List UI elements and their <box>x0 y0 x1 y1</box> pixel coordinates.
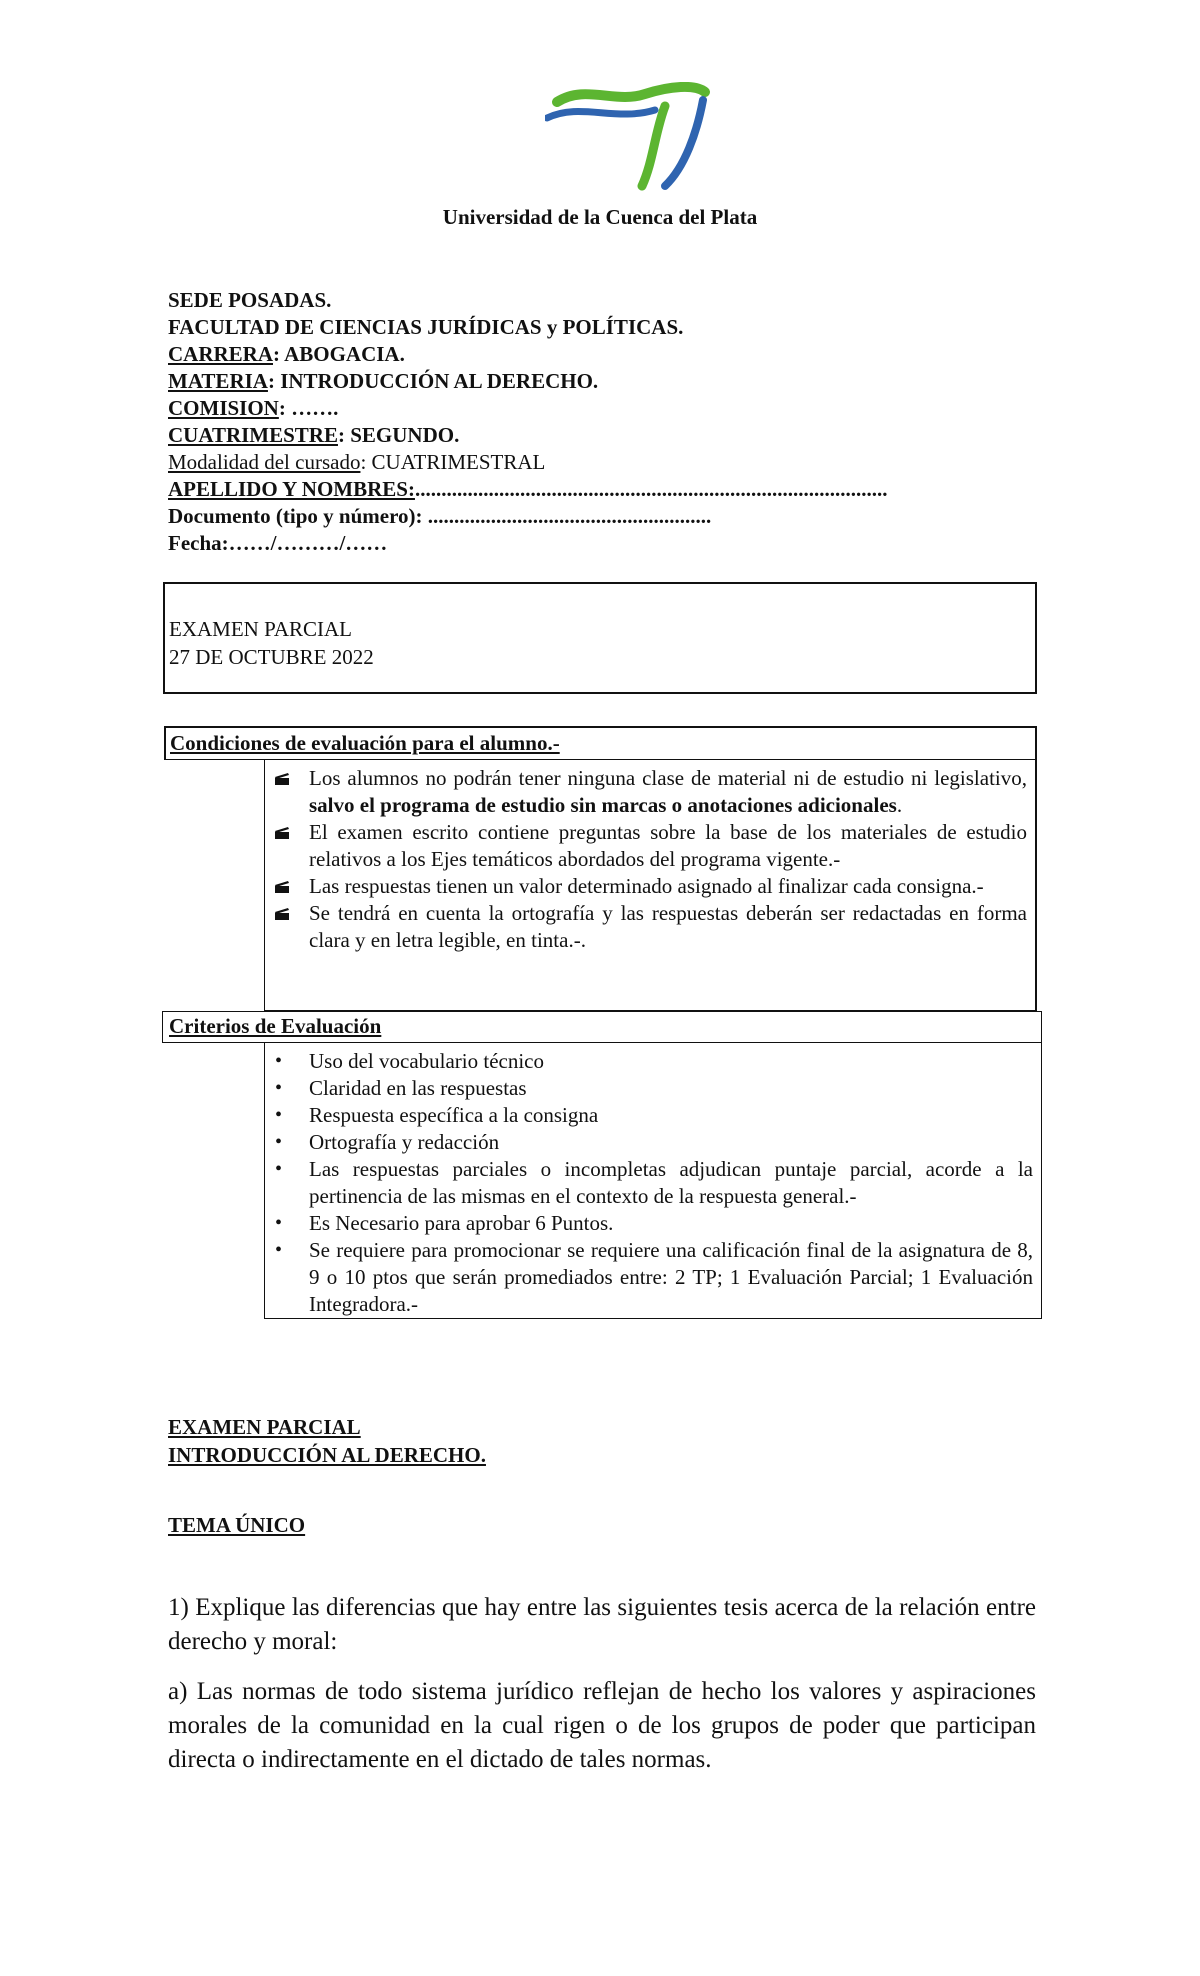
apellido-line <box>168 476 887 503</box>
condition-text: Los alumnos no podrán tener ninguna clase de material ni de estudio ni legislativo, <box>309 766 1027 790</box>
condition-item <box>265 873 1035 900</box>
question-1: 1) Explique las diferencias que hay entre las siguientes tesis acerca de la relación entre derecho y moral: <box>168 1594 1036 1655</box>
cuatrimestre-line <box>168 422 887 449</box>
exam-info-box <box>163 582 1037 694</box>
comision-label: COMISION <box>168 396 279 420</box>
bullet-icon: • <box>275 1077 283 1099</box>
header-info <box>168 287 887 557</box>
exam-heading <box>168 1413 486 1469</box>
criteria-item <box>265 1102 1041 1129</box>
exam-heading-line2: INTRODUCCIÓN AL DERECHO. <box>168 1443 486 1467</box>
bullet-icon: • <box>275 1212 283 1234</box>
university-logo <box>545 82 715 192</box>
documento-line: Documento (tipo y número): ...................................................... <box>168 504 712 528</box>
criteria-item <box>265 1156 1041 1210</box>
criteria-text: Respuesta específica a la consigna <box>309 1103 599 1127</box>
criteria-item <box>265 1210 1041 1237</box>
clapperboard-bullet-icon <box>274 827 290 840</box>
criteria-title: Criterios de Evaluación <box>162 1011 1042 1043</box>
criteria-text: Las respuestas parciales o incompletas adjudican puntaje parcial, acorde a la pertinencia de las mismas en el contexto de la respuesta general.- <box>309 1157 1033 1208</box>
facultad-line: FACULTAD DE CIENCIAS JURÍDICAS y POLÍTICAS. <box>168 315 684 339</box>
conditions-title: Condiciones de evaluación para el alumno.- <box>164 726 1037 760</box>
criteria-text: Claridad en las respuestas <box>309 1076 527 1100</box>
sede-line: SEDE POSADAS. <box>168 288 332 312</box>
criteria-item <box>265 1075 1041 1102</box>
clapperboard-bullet-icon <box>274 773 290 786</box>
cuatrimestre-label: CUATRIMESTRE <box>168 423 338 447</box>
university-name: Universidad de la Cuenca del Plata <box>442 205 758 229</box>
condition-text: Las respuestas tienen un valor determinado asignado al finalizar cada consigna.- <box>309 874 984 898</box>
carrera-value: : ABOGACIA. <box>273 342 405 366</box>
modalidad-value: : CUATRIMESTRAL <box>360 450 546 474</box>
apellido-label: APELLIDO Y NOMBRES: <box>168 477 415 501</box>
clapperboard-bullet-icon <box>274 881 290 894</box>
carrera-line <box>168 341 887 368</box>
criteria-list <box>265 1043 1041 1318</box>
criteria-item <box>265 1237 1041 1318</box>
clapperboard-bullet-icon <box>274 908 290 921</box>
materia-value: : INTRODUCCIÓN AL DERECHO. <box>267 369 599 393</box>
condition-item <box>265 900 1035 954</box>
criteria-item <box>265 1129 1041 1156</box>
question-1a: a) Las normas de todo sistema jurídico reflejan de hecho los valores y aspiraciones morales de la comunidad en la cual rigen o de los grupos de poder que participan directa o indirectamente en el dictado de tales normas. <box>168 1678 1036 1773</box>
criteria-text: Es Necesario para aprobar 6 Puntos. <box>309 1211 614 1235</box>
exam-date: 27 DE OCTUBRE 2022 <box>169 645 374 669</box>
criteria-item <box>265 1048 1041 1075</box>
criteria-text: Se requiere para promocionar se requiere una calificación final de la asignatura de 8, 9 o 10 ptos que serán promediados entre: 2 TP; 1 Evaluación Parcial; 1 Evaluación Integradora.- <box>309 1238 1033 1316</box>
criteria-text: Uso del vocabulario técnico <box>309 1049 544 1073</box>
conditions-list <box>265 759 1035 954</box>
bullet-icon: • <box>275 1104 283 1126</box>
carrera-label: CARRERA <box>168 342 273 366</box>
comision-line <box>168 395 887 422</box>
condition-item <box>265 765 1035 819</box>
condition-text: El examen escrito contiene preguntas sobre la base de los materiales de estudio relativos a los Ejes temáticos abordados del programa vigente.- <box>309 820 1027 871</box>
bullet-icon: • <box>275 1239 283 1261</box>
criteria-list-box <box>264 1043 1042 1319</box>
materia-line <box>168 368 887 395</box>
exam-title: EXAMEN PARCIAL <box>169 617 352 641</box>
exam-heading-line1: EXAMEN PARCIAL <box>168 1415 361 1439</box>
modalidad-label: Modalidad del cursado <box>168 450 361 474</box>
modalidad-line <box>168 449 887 476</box>
bullet-icon: • <box>275 1050 283 1072</box>
bullet-icon: • <box>275 1158 283 1180</box>
criteria-text: Ortografía y redacción <box>309 1130 500 1154</box>
conditions-list-box <box>264 759 1037 1011</box>
condition-text: Se tendrá en cuenta la ortografía y las respuestas deberán ser redactadas en forma clara y en letra legible, en tinta.-. <box>309 901 1027 952</box>
condition-bold: salvo el programa de estudio sin marcas o anotaciones adicionales <box>309 793 897 817</box>
condition-end: . <box>896 793 903 817</box>
tema-heading: TEMA ÚNICO <box>168 1513 306 1537</box>
comision-value: : ……. <box>278 396 339 420</box>
materia-label: MATERIA <box>168 369 268 393</box>
condition-item <box>265 819 1035 873</box>
cuatrimestre-value: : SEGUNDO. <box>337 423 460 447</box>
fecha-line: Fecha:……/………/…… <box>168 531 388 555</box>
apellido-value: .......................................................................................... <box>414 477 888 501</box>
bullet-icon: • <box>275 1131 283 1153</box>
